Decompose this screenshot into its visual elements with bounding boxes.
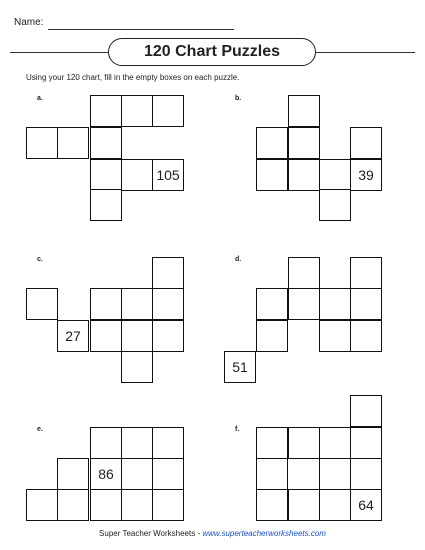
puzzle-cell[interactable] <box>90 127 122 159</box>
given-number-cell: 105 <box>152 159 184 191</box>
puzzle-cell[interactable] <box>121 95 153 127</box>
puzzle-cell[interactable] <box>152 427 184 459</box>
puzzle-cell[interactable] <box>121 159 153 191</box>
puzzle-cell[interactable] <box>319 427 351 459</box>
puzzle-cell[interactable] <box>152 458 184 490</box>
footer-site-name: Super Teacher Worksheets <box>99 529 196 538</box>
puzzle-cell[interactable] <box>152 95 184 127</box>
puzzle-cell[interactable] <box>121 427 153 459</box>
puzzle-cell[interactable] <box>319 159 351 191</box>
puzzle-label-c: c. <box>37 256 43 263</box>
puzzle-cell[interactable] <box>256 288 288 320</box>
puzzle-cell[interactable] <box>121 489 153 521</box>
puzzle-cell[interactable] <box>121 351 153 383</box>
puzzle-cell[interactable] <box>26 127 58 159</box>
puzzle-cell[interactable] <box>319 189 351 221</box>
puzzle-cell[interactable] <box>256 159 288 191</box>
puzzle-cell[interactable] <box>288 288 320 320</box>
puzzle-cell[interactable] <box>319 458 351 490</box>
puzzle-cell[interactable] <box>350 257 382 289</box>
puzzle-cell[interactable] <box>90 427 122 459</box>
puzzle-cell[interactable] <box>152 288 184 320</box>
given-number-cell: 51 <box>224 351 256 383</box>
puzzle-cell[interactable] <box>350 427 382 459</box>
puzzle-cell[interactable] <box>319 288 351 320</box>
puzzle-cell[interactable] <box>319 489 351 521</box>
puzzle-cell[interactable] <box>288 159 320 191</box>
footer-separator: - <box>195 529 203 538</box>
puzzle-cell[interactable] <box>152 320 184 352</box>
page-title: 120 Chart Puzzles <box>108 38 316 66</box>
puzzle-cell[interactable] <box>350 288 382 320</box>
puzzle-cell[interactable] <box>90 489 122 521</box>
puzzle-cell[interactable] <box>152 257 184 289</box>
puzzle-cell[interactable] <box>256 320 288 352</box>
puzzle-cell[interactable] <box>288 427 320 459</box>
puzzle-label-a: a. <box>37 95 43 102</box>
puzzle-cell[interactable] <box>256 127 288 159</box>
puzzle-cell[interactable] <box>350 458 382 490</box>
puzzle-cell[interactable] <box>90 159 122 191</box>
name-label: Name: <box>14 17 44 28</box>
puzzle-cell[interactable] <box>26 288 58 320</box>
puzzle-cell[interactable] <box>256 458 288 490</box>
puzzle-cell[interactable] <box>350 127 382 159</box>
puzzle-cell[interactable] <box>350 320 382 352</box>
puzzle-cell[interactable] <box>319 320 351 352</box>
given-number-cell: 39 <box>350 159 382 191</box>
given-number-cell: 27 <box>57 320 89 352</box>
puzzle-label-b: b. <box>235 95 242 102</box>
puzzle-cell[interactable] <box>90 95 122 127</box>
puzzle-cell[interactable] <box>256 427 288 459</box>
puzzle-label-d: d. <box>235 256 242 263</box>
puzzle-label-e: e. <box>37 426 43 433</box>
puzzle-cell[interactable] <box>288 127 320 159</box>
puzzle-cell[interactable] <box>57 127 89 159</box>
given-number-cell: 64 <box>350 489 382 521</box>
instructions: Using your 120 chart, fill in the empty boxes on each puzzle. <box>26 73 240 82</box>
puzzle-cell[interactable] <box>57 458 89 490</box>
puzzle-cell[interactable] <box>90 189 122 221</box>
puzzle-cell[interactable] <box>288 95 320 127</box>
name-line[interactable] <box>48 29 234 30</box>
footer <box>0 529 425 538</box>
puzzle-label-f: f. <box>235 426 240 433</box>
footer-url-link[interactable]: www.superteacherworksheets.com <box>202 529 326 538</box>
puzzle-cell[interactable] <box>26 489 58 521</box>
puzzle-cell[interactable] <box>121 320 153 352</box>
puzzle-cell[interactable] <box>152 489 184 521</box>
puzzle-cell[interactable] <box>90 288 122 320</box>
given-number-cell: 86 <box>90 458 122 490</box>
puzzle-cell[interactable] <box>256 489 288 521</box>
puzzle-cell[interactable] <box>90 320 122 352</box>
puzzle-cell[interactable] <box>350 395 382 427</box>
puzzle-cell[interactable] <box>288 257 320 289</box>
puzzle-cell[interactable] <box>57 489 89 521</box>
puzzle-cell[interactable] <box>288 489 320 521</box>
puzzle-cell[interactable] <box>121 288 153 320</box>
